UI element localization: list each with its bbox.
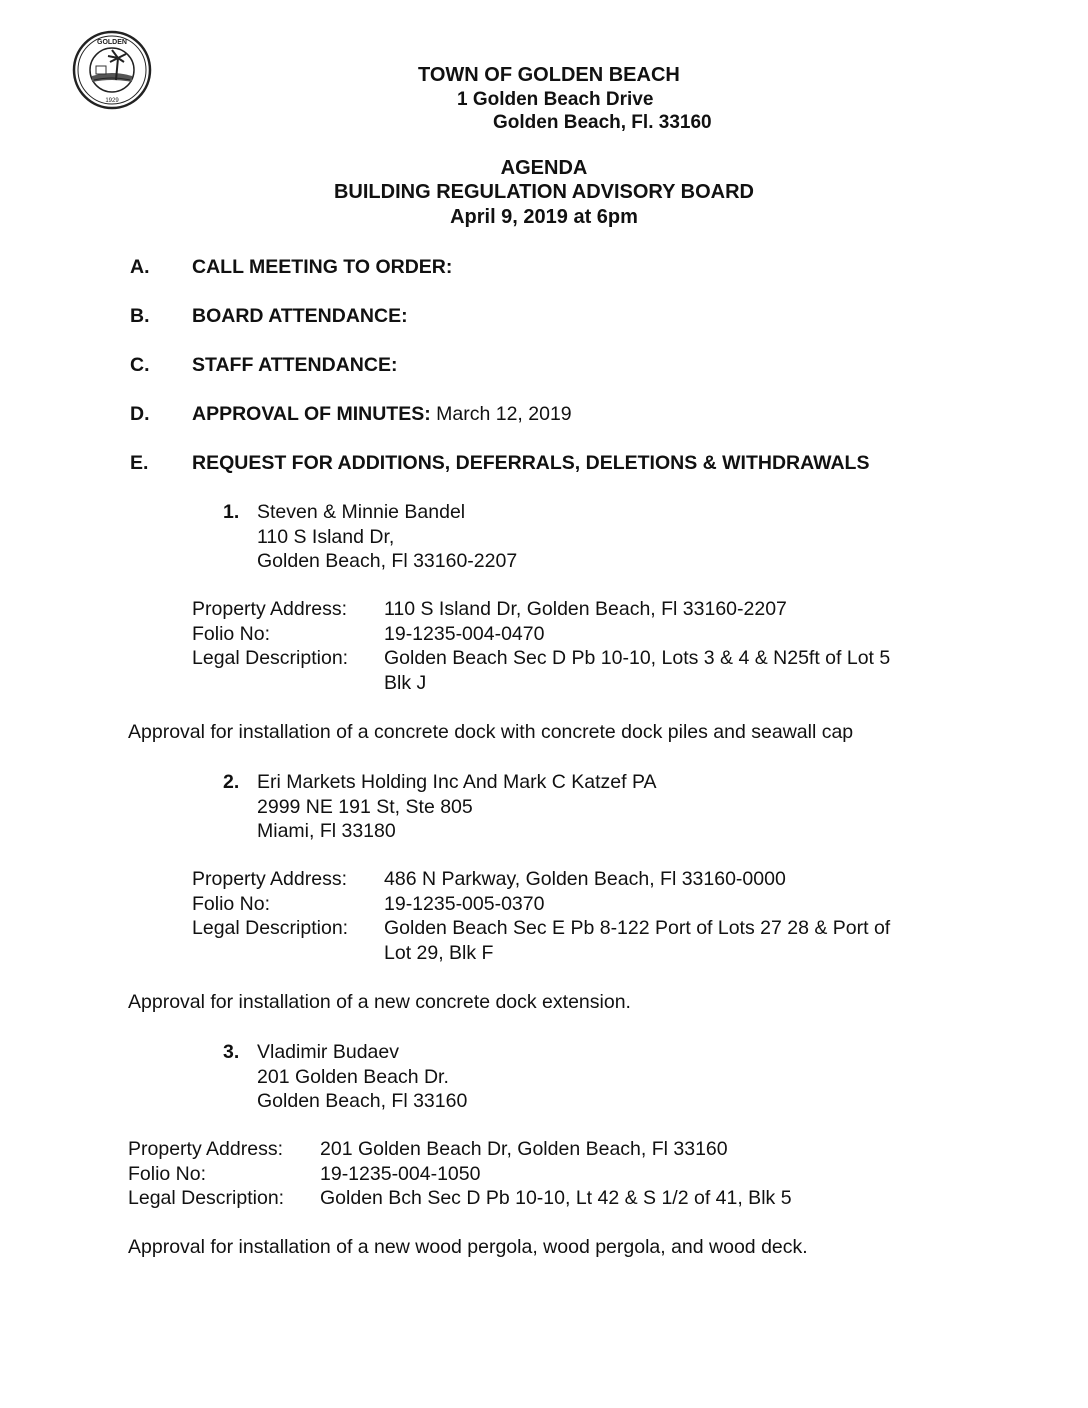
folio-label: Folio No: [128,1163,207,1185]
section-title: CALL MEETING TO ORDER: [192,256,453,278]
property-address-label: Property Address: [192,868,347,890]
section-letter: A. [130,256,150,278]
legal-label: Legal Description: [128,1187,285,1209]
section-letter: D. [130,403,150,425]
owner-address-line1: 201 Golden Beach Dr. [257,1065,449,1088]
town-seal-logo [72,30,152,110]
minutes-date: March 12, 2019 [430,403,572,425]
section-title: APPROVAL OF MINUTES: [192,403,431,425]
board-title: BUILDING REGULATION ADVISORY BOARD [333,181,754,203]
property-address-value: 110 S Island Dr, Golden Beach, Fl 33160-2207 [384,598,787,620]
meeting-date: April 9, 2019 at 6pm [450,206,638,228]
folio-label: Folio No: [192,623,271,645]
owner-address-line2: Golden Beach, Fl 33160-2207 [257,550,518,572]
property-address-label: Property Address: [192,598,347,620]
section-e [130,452,869,475]
item-3-request: Approval for installation of a new wood pergola, wood pergola, and wood deck. [128,1236,808,1258]
legal-value-line1: Golden Beach Sec D Pb 10-10, Lots 3 & 4 & N25ft of Lot 5 [384,647,891,669]
folio-value: 19-1235-004-1050 [320,1163,481,1185]
item-2-request: Approval for installation of a new concrete dock extension. [128,991,631,1013]
legal-value-line1: Golden Beach Sec E Pb 8-122 Port of Lots 27 28 & Port of [384,917,891,939]
item-3-owner-block [223,1040,467,1114]
section-b [130,305,408,328]
section-letter: B. [130,305,150,327]
section-title: STAFF ATTENDANCE: [192,354,398,376]
town-street: 1 Golden Beach Drive [457,89,654,110]
section-title: BOARD ATTENDANCE: [192,305,408,327]
owner-name: Eri Markets Holding Inc And Mark C Katzef PA [257,771,657,793]
svg-text:GOLDEN: GOLDEN [97,39,127,46]
folio-value: 19-1235-004-0470 [384,623,545,645]
legal-value-line2: Blk J [384,672,427,694]
property-address-value: 486 N Parkway, Golden Beach, Fl 33160-0000 [384,868,786,890]
item-1-request: Approval for installation of a concrete dock with concrete dock piles and seawall cap [128,721,854,743]
item-1-owner-block [223,500,517,574]
folio-label: Folio No: [192,893,271,915]
owner-address-line2: Miami, Fl 33180 [257,820,396,842]
item-2-owner-block [223,770,657,844]
section-d [130,403,572,426]
owner-name: Steven & Minnie Bandel [257,501,466,523]
legal-value-line1: Golden Bch Sec D Pb 10-10, Lt 42 & S 1/2 of 41, Blk 5 [320,1187,792,1209]
town-name: TOWN OF GOLDEN BEACH [418,64,680,86]
item-number: 1. [223,501,240,523]
section-c [130,354,397,377]
legal-label: Legal Description: [192,647,349,669]
agenda-title: AGENDA [500,157,588,179]
svg-text:1929: 1929 [105,98,119,104]
section-a [130,256,452,279]
legal-label: Legal Description: [192,917,349,939]
owner-address-line2: Golden Beach, Fl 33160 [257,1090,468,1112]
section-letter: E. [130,452,149,474]
folio-value: 19-1235-005-0370 [384,893,545,915]
section-letter: C. [130,354,150,376]
item-number: 3. [223,1041,240,1063]
legal-value-line2: Lot 29, Blk F [384,942,494,964]
property-address-label: Property Address: [128,1138,283,1160]
owner-address-line1: 2999 NE 191 St, Ste 805 [257,795,473,818]
item-number: 2. [223,771,240,793]
owner-name: Vladimir Budaev [257,1041,399,1063]
town-city: Golden Beach, Fl. 33160 [493,112,712,133]
section-title: REQUEST FOR ADDITIONS, DEFERRALS, DELETIONS & WITHDRAWALS [192,452,870,474]
owner-address-line1: 110 S Island Dr, [257,525,395,548]
property-address-value: 201 Golden Beach Dr, Golden Beach, Fl 33160 [320,1138,728,1160]
